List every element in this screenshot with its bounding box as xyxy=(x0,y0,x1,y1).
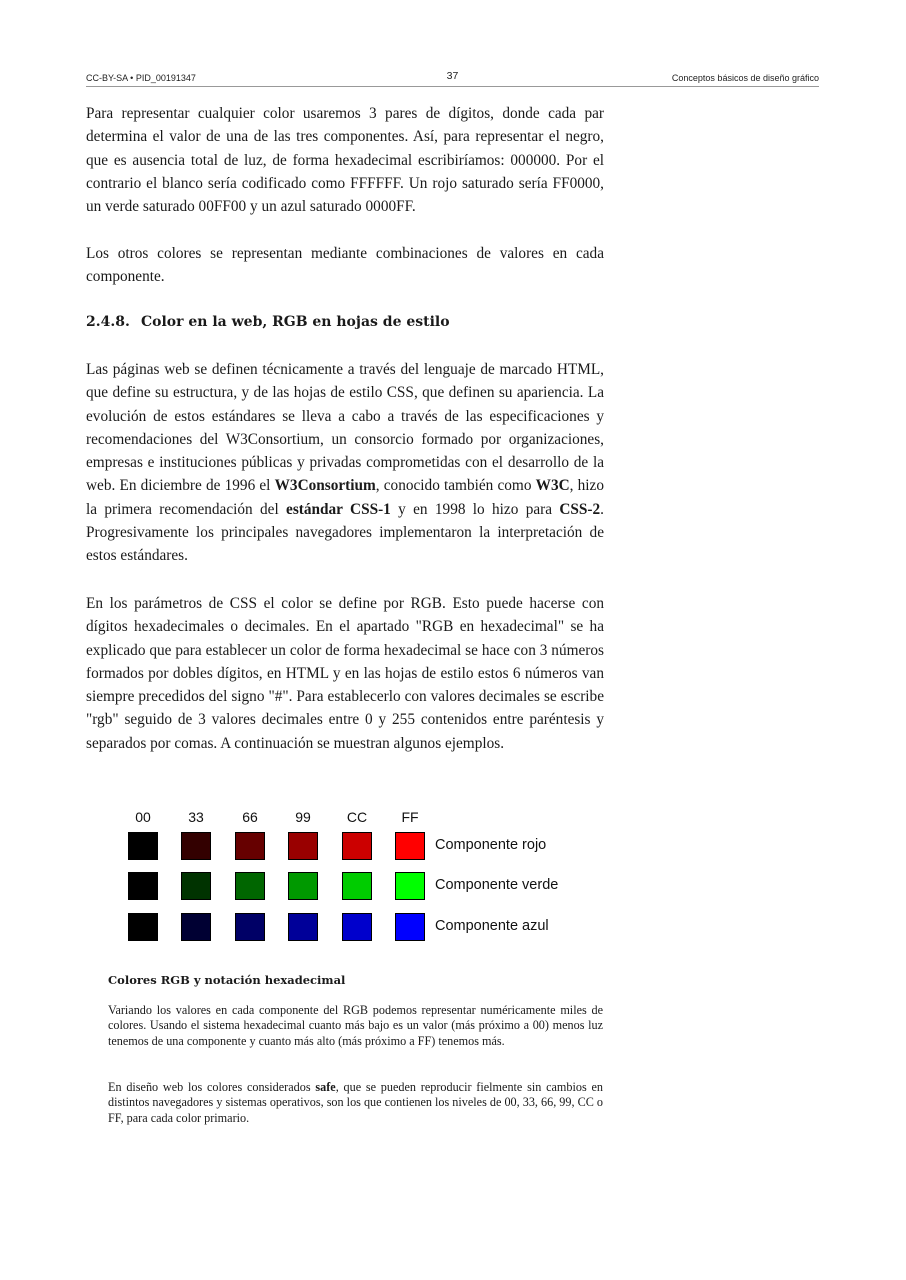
paragraph-text xyxy=(86,358,604,568)
column-label-00: 00 xyxy=(135,809,151,825)
row-label: Componente verde xyxy=(435,877,559,893)
header-license: CC-BY-SA • PID_00191347 xyxy=(86,73,196,83)
bold-safe: safe xyxy=(315,1080,336,1094)
color-swatch xyxy=(128,832,158,860)
color-swatch xyxy=(235,872,265,900)
header-title: Conceptos básicos de diseño gráfico xyxy=(671,73,819,83)
bold-w3consortium: W3Consortium xyxy=(274,477,376,495)
section-number: 2.4.8. xyxy=(86,314,130,330)
section-title: Color en la web, RGB en hojas de estilo xyxy=(141,314,450,330)
color-swatch xyxy=(181,832,211,860)
color-swatch xyxy=(395,872,425,900)
bold-css2: CSS-2 xyxy=(559,500,601,518)
row-label: Componente rojo xyxy=(435,837,547,853)
column-label-33: 33 xyxy=(188,809,204,825)
page-header xyxy=(86,68,819,87)
text-run: . Progresivamente los principales navegadores implementaron la interpretación de estos estándares. xyxy=(86,500,604,565)
bold-w3c: W3C xyxy=(535,477,570,495)
bold-css1: estándar CSS-1 xyxy=(286,500,391,518)
text-run: , conocido también como xyxy=(375,477,536,495)
margin-note-paragraph-1: Variando los valores en cada componente del RGB podemos representar numéricamente miles de colores. Usando el sistema hexadecimal cuanto más bajo es un valor (más próximo a 00) menos luz tenemos de una componente y cuanto más alto (más próximo a FF) tenemos más. xyxy=(108,1003,603,1048)
paragraph-other-colors xyxy=(86,242,604,289)
text-run: En diseño web los colores considerados xyxy=(108,1080,316,1094)
color-swatch xyxy=(128,913,158,941)
color-swatch xyxy=(235,913,265,941)
text-run: Las páginas web se definen técnicamente a través del lenguaje de marcado HTML, que define su estructura, y de las hojas de estilo CSS, que definen su apariencia. La evolución de estos estándares se lleva a cabo a través de las especificaciones y recomendaciones del W3Consortium, un consorcio formado por organizaciones, empresas e instituciones públicas y privadas comprometidas con el desarrollo de la web. En diciembre de 1996 el xyxy=(86,361,604,495)
color-swatch xyxy=(181,913,211,941)
paragraph-web-standards xyxy=(86,358,604,568)
color-swatch xyxy=(128,872,158,900)
column-label-ff: FF xyxy=(401,809,419,825)
paragraph-css-color xyxy=(86,592,604,755)
color-swatch xyxy=(288,913,318,941)
column-label-66: 66 xyxy=(242,809,258,825)
section-heading xyxy=(86,314,450,330)
color-swatch xyxy=(288,832,318,860)
text-run: , que se pueden reproducir fielmente sin cambios en distintos navegadores y sistemas operativos, son los que contienen los niveles de 00, 33, 66, 99, CC o FF, para cada color primario. xyxy=(108,1080,603,1125)
margin-note-title: Colores RGB y notación hexadecimal xyxy=(108,973,346,987)
paragraph-text: En los parámetros de CSS el color se define por RGB. Esto puede hacerse con dígitos hexadecimales o decimales. En el apartado "RGB en hexadecimal" se ha explicado que para establecer un color de forma hexadecimal se hace con 3 números formados por dobles dígitos, en HTML y en las hojas de estilo estos 6 números van siempre precedidos del signo "#". Para establecerlo con valores decimales se escribe "rgb" seguido de 3 valores decimales entre 0 y 255 contenidos entre paréntesis y separados por comas. A continuación se muestran algunos ejemplos. xyxy=(86,595,604,752)
column-label-99: 99 xyxy=(295,809,311,825)
page-number: 37 xyxy=(446,70,459,82)
text-run: y en 1998 lo hizo para xyxy=(390,500,560,518)
color-swatch xyxy=(181,872,211,900)
color-swatch xyxy=(342,832,372,860)
column-label-cc: CC xyxy=(346,809,368,825)
paragraph-hex-digits xyxy=(86,102,604,218)
row-label: Componente azul xyxy=(435,918,549,934)
paragraph-text: Para representar cualquier color usaremos 3 pares de dígitos, donde cada par determina el valor de una de las tres componentes. Así, para representar el negro, que es ausencia total de luz, de forma hexadecimal escribiríamos: 000000. Por el contrario el blanco sería codificado como FFFFFF. Un rojo saturado sería FF0000, un verde saturado 00FF00 y un azul saturado 0000FF. xyxy=(86,105,604,216)
color-swatch xyxy=(288,872,318,900)
rgb-swatch-figure xyxy=(128,806,598,951)
text-run: , hizo la primera recomendación del xyxy=(86,477,604,518)
color-swatch xyxy=(395,832,425,860)
color-swatch xyxy=(235,832,265,860)
margin-note-paragraph-2 xyxy=(108,1080,603,1126)
paragraph-text: Los otros colores se representan mediante combinaciones de valores en cada componente. xyxy=(86,245,604,286)
color-swatch xyxy=(342,872,372,900)
color-swatch xyxy=(342,913,372,941)
color-swatch xyxy=(395,913,425,941)
